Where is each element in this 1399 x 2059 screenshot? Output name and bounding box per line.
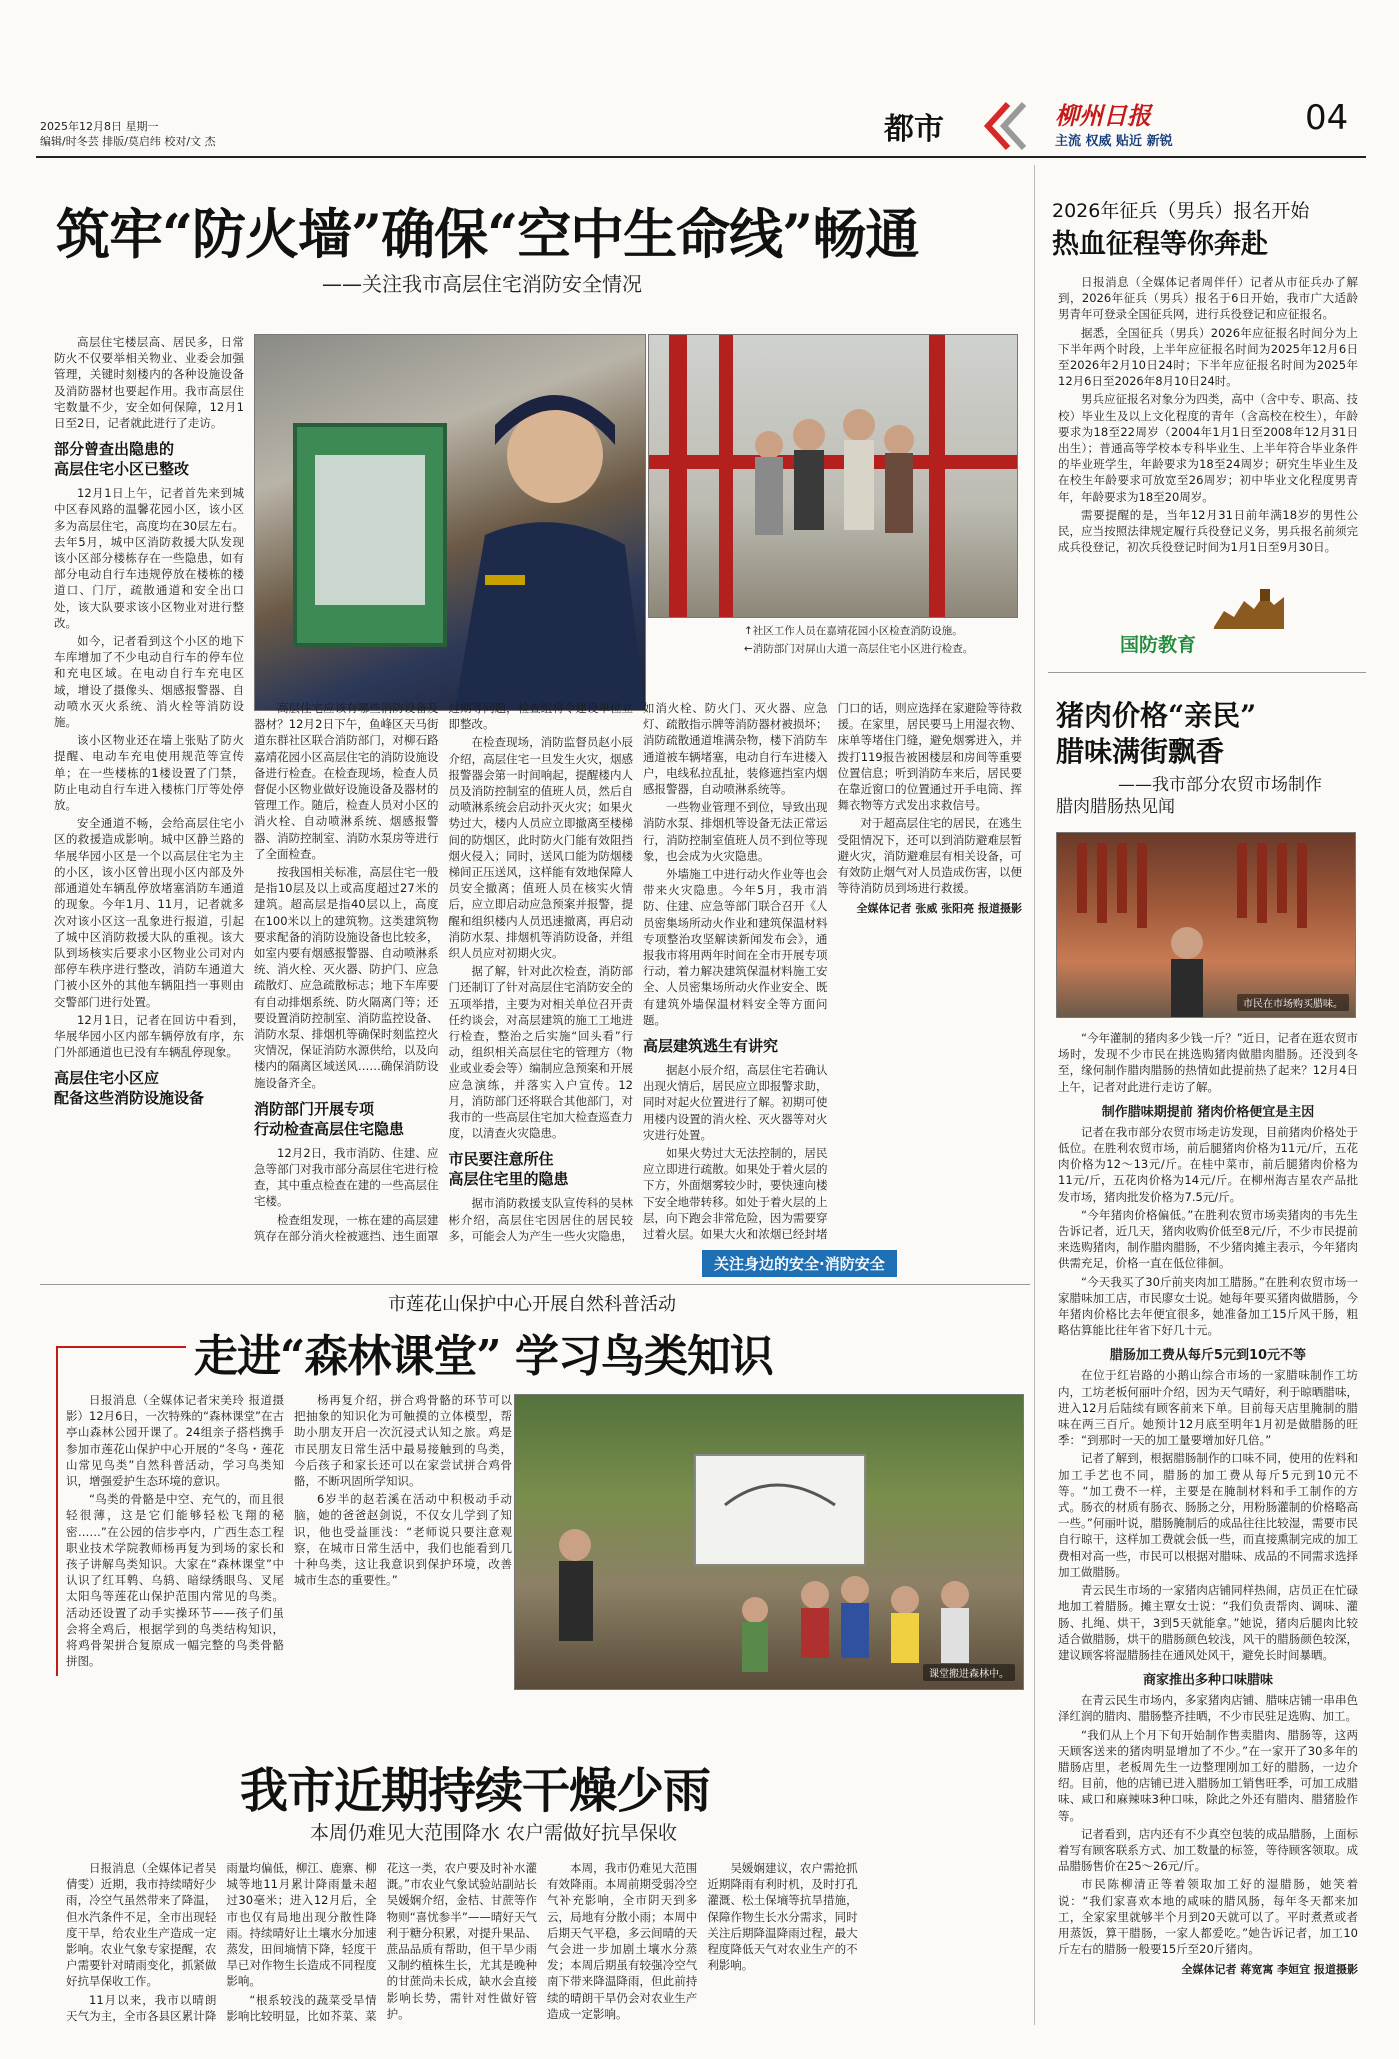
lead-paragraph: 据了解，针对此次检查，消防部门还制订了针对高层住宅消防安全的五项举措，主要为对相关单位召开责任约谈会，对高层建筑的施工工地进行检查，整治之后实施“回头看”行动，组织相关高层住宅的管理方（物业或业委会等）编制应急预案和开展应急演练，并落实入户宣传。12月，消防部门还将联合其他部门，对我市的一些高层住宅加大检查巡查力度，以清查火灾隐患。 — [448, 964, 633, 1141]
lead-paragraph: 安全通道不畅，会给高层住宅小区的救援造成影响。城中区静兰路的华展华园小区是一个以高层住宅为主的小区，该小区曾出现小区内部及外部通道处车辆乱停放堵塞消防车通道的现象。今年1月、11月，记者就多次对该小区这一乱象进行报道，引起了城中区消防救援大队的重视。该大队到场核实后要求小区物业公司对内部停车秩序进行整改，消防车通道大门被小区外的其他车辆阻挡一事则由交警部门进行处置。 — [54, 816, 244, 1009]
weather-headline: 我市近期持续干燥少雨 — [240, 1763, 711, 1819]
photo-cured-meat — [1056, 832, 1356, 1018]
lead-paragraph: 一些物业管理不到位，导致出现消防水泵、排烟机等设备无法正常运行，消防控制室值班人员不到位等现象，也会成为火灾隐患。 — [643, 800, 828, 863]
pork-subhead-1: 制作腊味期提前 猪肉价格便宜是主因 — [1101, 1104, 1315, 1120]
lead-paragraph: 该小区物业还在墙上张贴了防火提醒、电动车充电使用规范等宣传单；在一些楼栋的1楼设置了门禁，防止电动自行车进入楼栋门厅等处停放。 — [54, 733, 244, 813]
lead-subhead-4: 市民要注意所住 高层住宅里的隐患 — [448, 1150, 569, 1189]
pork-paragraph: 记者看到，店内还有不少真空包装的成品腊肠，上面标着写有顾客联系方式、加工数量的标签，等待顾客领取。成品腊肠售价在25～26元/斤。 — [1058, 1826, 1358, 1874]
forest-accent-line — [56, 1346, 186, 1348]
lead-paragraph: 对于超高层住宅的居民，在逃生受阻情况下，还可以到消防避难层暂避火灾，消防避难层有相关设备，可有效防止烟气对人员造成伤害，以便等待消防员到场进行救援。 — [837, 816, 1022, 896]
lead-subheadline: ——关注我市高层住宅消防安全情况 — [322, 272, 642, 296]
pork-paragraph: 在青云民生市场内，多家猪肉店铺、腊味店铺一串串色泽红润的腊肉、腊肠整齐挂晒，不少市民驻足选购、加工。 — [1058, 1693, 1358, 1724]
recruit-body — [1058, 274, 1358, 557]
lead-intro: 高层住宅楼层高、居民多，日常防火不仅要举相关物业、业委会加强管理，关键时刻楼内的各种设施设备及消防器材也要起作用。我市高层住宅数量不少，安全如何保障，12月1日至2日，记者就此进行了走访。 — [54, 335, 244, 431]
weather-paragraph: 11月以来，我市以晴朗天气为主，全市各县区累计降雨量均偏低，柳江、鹿寨、柳城等地11月累计降雨量未超过30毫米；进入12月后，全市也仅有局地出现分散性降雨。持续晴好让土壤水分加速蒸发，田间墒情下降，轻度干旱已对作物生长造成不同程度影响。 — [66, 1861, 377, 2023]
lead-paragraph: 12月2日，我市消防、住建、应急等部门对我市部分高层住宅进行检查，其中重点检查在建的一些高层住宅楼。 — [254, 1145, 439, 1209]
pork-paragraph: 记者在我市部分农贸市场走访发现，目前猪肉价格处于低位。在胜利农贸市场，前后腿猪肉价格为11元/斤，五花肉价格为12～13元/斤。在桂中菜市，前后腿猪肉价格为11元/斤，五花肉价格为14元/斤。在柳州海吉星农产品批发市场，猪肉批发价格为7.5元/斤。 — [1058, 1124, 1358, 1204]
recruit-title-2: 热血征程等你奔赴 — [1052, 229, 1268, 260]
lead-paragraph: 如果火势过大无法控制的，居民应立即进行疏散。如果处于着火层的下方，外面烟雾较少时，要快速向楼下安全地带转移。如处于着火层的上层，向下跑会非常危险，因为需要穿过着火层。如果大火和浓烟已经封堵门口的话，则应选择在家避险等待救援。在家里，居民要马上用湿衣物、床单等堵住门缝，避免烟雾进入，并拨打119报告被困楼层和房间等重要位置信息；听到消防车来后，居民要在靠近窗口的位置通过开手电筒、挥舞衣物等方式发出求救信号。 — [643, 701, 1022, 1242]
lead-paragraph: 12月1日，记者在回访中看到，华展华园小区内部车辆停放有序，东门外部通道也已没有车辆乱停现象。 — [54, 1012, 244, 1060]
safety-banner: 关注身边的安全·消防安全 — [702, 1250, 897, 1277]
weather-paragraph: 本周，我市仍难见大范围有效降雨。本周前期受弱冷空气补充影响，全市阴天到多云，局地有分散小雨；本周中后期天气平稳，多云间晴的天气会进一步加剧土壤水分蒸发；本周后期虽有较强冷空气南下带来降温降雨，但此前持续的晴朗干旱仍会对农业生产造成一定影响。 — [546, 1861, 698, 2021]
pork-byline: 全媒体记者 蒋宽寓 李姮宜 报道摄影 — [1181, 1963, 1358, 1977]
weather-paragraph: 日报消息（全媒体记者吴倩雯）近期，我市持续晴好少雨，冷空气虽然带来了降温，但水汽条件不足，全市出现轻度干旱，给农业生产造成一定影响。农业气象专家提醒，农户需要针对晴雨变化，抓紧做好抗旱保收工作。 — [66, 1861, 217, 1989]
forest-paragraph: “鸟类的骨骼是中空、充气的，而且很轻很薄，这是它们能够轻松飞翔的秘密……”在公园的信步亭内，广西生态工程职业技术学院教师杨再复为到场的家长和孩子讲解鸟类知识。大家在“森林课堂”中认识了红耳鹎、乌鸫、暗绿绣眼鸟、叉尾太阳鸟等莲花山保护范围内常见的鸟类。活动还设置了动手实操环节——孩子们虽会将全鸡后，根据学到的鸟类结构知识，将鸡骨架拼合复原成一幅完整的鸟类骨骼拼图。 — [66, 1492, 284, 1669]
weather-paragraph: “根系较浅的蔬菜受旱情影响比较明显，比如芥菜、菜花这一类，农户要及时补水灌溉。”市农业气象试验站副站长吴媛娴介绍，金桔、甘蔗等作物则“喜忧参半”——晴好天气利于糖分积累，对提升果品、蔗品品质有帮助，但干旱少雨又制约植株生长，尤其是晚种的甘蔗尚未长成，缺水会直接影响长势，需针对性做好管护。 — [226, 1861, 537, 2023]
recruit-paragraph: 需要提醒的是，当年12月31日前年满18岁的男性公民，应当按照法律规定履行兵役登记义务，男兵报名前须完成兵役登记，初次兵役登记时间为1月1日至9月30日。 — [1058, 507, 1358, 555]
lead-body-lower — [254, 700, 1022, 1245]
pork-subtitle-1: ——我市部分农贸市场制作 — [1118, 775, 1322, 795]
forest-photo-caption: 课堂搬进森林中。 — [923, 1664, 1015, 1681]
lead-paragraph: 在检查现场，消防监督员赵小辰介绍，高层住宅一旦发生火灾，烟感报警器会第一时间响起，提醒楼内人员及消防控制室的值班人员，然后自动喷淋系统会启动扑灭火灾；如果火势过大，楼内人员应立即撤离至楼梯间的防烟区，此时防火门能有效阻挡烟火侵入；同时，送风口能为防烟楼梯间正压送风，这样能有效地保障人员安全撤离；值班人员在核实火情后，应立即启动应急预案并报警，提醒和组织楼内人员迅速撤离，再启动消防水泵、排烟机等消防设备，并组织人员应对初期火灾。 — [448, 735, 633, 961]
lead-paragraph: 按我国相关标准，高层住宅一般是指10层及以上或高度超过27米的建筑。超高层是指40层以上，高度在100米以上的建筑物。这类建筑物要求配备的消防设施设备也比较多，如室内要有烟感报警器、自动喷淋系统、消火栓、灭火器、防护门、应急疏散灯、应急疏散标志；地下车库要有自动排烟系统、防火隔离门等；还要设置消防控制室、消防监控设备、消防水泵、排烟机等确保时刻监控火灾情况，保证消防水源供给，以及向楼内的隔离区域送风……确保消防设施设备齐全。 — [254, 865, 439, 1090]
pork-paragraph: “今年猪肉价格偏低。”在胜利农贸市场卖猪肉的韦先生告诉记者，近几天，猪肉收购价低至8元/斤，不少市民提前来选购猪肉，制作腊肉腊肠，不少猪肉摊主表示，今年猪肉供需充足，价格一直在低位徘徊。 — [1058, 1207, 1358, 1271]
newspaper-logo: 柳州日报 — [1055, 101, 1151, 130]
section-rule — [40, 1284, 1030, 1285]
recruit-paragraph: 男兵应征报名对象分为四类，高中（含中专、职高、技校）毕业生及以上文化程度的青年（含高校在校生），年龄要求为18至22周岁（2004年1月1日至2008年12月31日出生）；普通高等学校本专科毕业生、上半年符合毕业条件的毕业班学生，年龄要求为18至24周岁；研究生毕业生及在校生年龄要求可放宽至26周岁；初中毕业文化程度男青年，年龄要求为18至20周岁。 — [1058, 392, 1358, 504]
recruit-paragraph: 日报消息（全媒体记者周伴仟）记者从市征兵办了解到，2026年征兵（男兵）报名于6日开始，我市广大适龄男青年可登录全国征兵网，进行兵役登记和应征报名。 — [1058, 275, 1358, 322]
photo-forest-class — [514, 1394, 1024, 1690]
lead-subhead-3: 消防部门开展专项 行动检查高层住宅隐患 — [254, 1099, 405, 1138]
lead-paragraph: 12月1日上午，记者首先来到城中区春风路的温馨花园小区，该小区多为高层住宅，高度均在30层左右。去年5月，城中区消防救援大队发现该小区部分楼栋存在一些隐患，如有部分电动自行车违规停放在楼栋的楼道口、门厅，疏散通道和安全出口处，该大队要求该小区物业对进行整改。 — [54, 486, 244, 630]
header-date: 2025年12月8日 星期一 — [40, 120, 159, 133]
lead-paragraph: 外墙施工中进行动火作业等也会带来火灾隐患。今年5月，我市消防、住建、应急等部门联合召开《人员密集场所动火作业和建筑保温材料专项整治攻坚解读新闻发布会》，通报我市将用两年时间在全市开展专项行动，着力解决建筑保温材料施工安全、人员密集场所动火作业安全、既有建筑外墙保温材料安全等方面问题。 — [643, 867, 828, 1027]
pork-paragraph: “今年灌制的猪肉多少钱一斤？”近日，记者在逛农贸市场时，发现不少市民在挑选购猪肉做腊肉腊肠。还没到冬至，缘何制作腊肉腊肠的热情如此提前热了起来？12月4日上午，记者对此进行走访了解。 — [1058, 1031, 1358, 1094]
caption-firefighter: ←消防部门对屏山大道一高层住宅小区进行检查。 — [744, 643, 974, 655]
header-editors: 编辑/时冬芸 排版/莫启纬 校对/文 杰 — [40, 135, 216, 148]
pork-paragraph: 市民陈柳清正等着领取加工好的湿腊肠，她笑着说：“我们家喜欢本地的咸味的腊风肠，每年冬天都来加工，全家家里就够半个月到20天就可以了。平时煮煮或者用蒸饭，算干腊肠，一家人都爱吃。”她告诉记者，加工10斤左右的腊肠一般要15斤至20斤猪肉。 — [1058, 1877, 1358, 1957]
weather-paragraph: 吴媛娴建议，农户需抢抓近期降雨有利时机，及时打孔灌溉、松土保墒等抗旱措施，保障作物生长水分需求，同时关注后期降温降雨过程，最大程度降低天气对农业生产的不利影响。 — [707, 1861, 858, 1973]
lead-paragraph: 检查组发现，一栋在建的高层建筑存在部分消火栓被遮挡、违生面罩过期等问题，检查组将令建设单位立即整改。 — [254, 701, 633, 1243]
pork-subhead-3: 商家推出多种口味腊味 — [1142, 1673, 1273, 1689]
right-divider — [1048, 672, 1366, 673]
lead-subhead-5: 高层建筑逃生有讲究 — [643, 1037, 779, 1056]
lead-paragraph: 据市消防救援支队宣传科的吴林彬介绍，高层住宅因居住的居民较多，可能会人为产生一些火灾隐患，如消火栓、防火门、灭火器、应急灯、疏散指示牌等消防器材被损坏；消防疏散通道堆满杂物，楼下消防车通道被车辆堵塞，电动自行车进楼入户，电线私拉乱扯，装修遮挡室内烟感报警器，自动喷淋系统等。 — [448, 701, 828, 1243]
forest-paragraph: 6岁半的赵若溪在活动中积极动手动脑，她的爸爸赵剑说，不仅女儿学到了知识，他也受益匪浅：“老师说只要注意观察，在城市日常生活中，我们也能看到几十种鸟类，这让我意识到保护环境，改善城市生态的重要性。” — [294, 1492, 512, 1588]
pork-subhead-2: 腊肠加工费从每斤5元到10元不等 — [1109, 1348, 1307, 1364]
lead-subhead-1: 部分曾查出隐患的 高层住宅小区已整改 — [54, 440, 190, 479]
forest-accent-line — [56, 1346, 58, 1676]
pork-paragraph: 在位于红岩路的小鹅山综合市场的一家腊味制作工坊内，工坊老板何丽叶介绍，因为天气晴好，利于晾晒腊味，进入12月后陆续有顾客前来下单。目前每天店里腌制的腊味在两三百斤。她预计12月底至明年1月初是做腊肠的旺季：“到那时一天的加工量要增加好几倍。” — [1058, 1368, 1358, 1448]
photo-firefighter-inspection — [254, 334, 646, 711]
forest-paragraph: 杨再复介绍，拼合鸡骨骼的环节可以把抽象的知识化为可触摸的立体模型，帮助小朋友开启一次沉浸式认知之旅。鸡是市民朋友日常生活中最易接触到的鸟类，今后孩子和家长还可以在家尝试拼合鸡骨骼，不断巩固所学知识。 — [294, 1393, 512, 1489]
pork-title-2: 腊味满街飘香 — [1056, 735, 1225, 768]
forest-headline: 走进“森林课堂” 学习鸟类知识 — [194, 1331, 773, 1382]
recruit-title-1: 2026年征兵（男兵）报名开始 — [1052, 200, 1310, 222]
lead-paragraph: 据赵小辰介绍，高层住宅若确认出现火情后，居民应立即报警求助，同时对起火位置进行了解。初期可使用楼内设置的消火栓、灭火器等对火灾进行处置。 — [643, 1063, 828, 1142]
pork-paragraph: “我们从上个月下旬开始制作售卖腊肉、腊肠等，这两天顾客送来的猪肉明显增加了不少。”在一家开了30多年的腊肠店里，老板周先生一边整理刚加工好的腊肠，一边介绍。目前，他的店铺已进入腊肠加工销售旺季，可加工成腊味、咸口和麻辣味3种口味，除此之外还有腊肉、腊猪脸作等。 — [1058, 1727, 1358, 1823]
pork-body — [1058, 1030, 1358, 2025]
weather-body — [66, 1860, 1018, 2028]
pork-paragraph: 青云民生市场的一家猪肉店铺同样热闹，店员正在忙碌地加工着腊肠。摊主覃女士说：“我们负责帮肉、调味、灌肠、扎绳、烘干，3到5天就能拿。”她说，猪肉后腿肉比较适合做腊肠，烘干的腊肠颜色较浅，风干的腊肠颜色较深，建议顾客将湿腊肠挂在通风处风干，避免长时间暴晒。 — [1058, 1583, 1358, 1662]
header-rule — [36, 156, 1366, 158]
lead-subhead-2: 高层住宅小区应 配备这些消防设施设备 — [54, 1069, 205, 1108]
pork-title-1: 猪肉价格“亲民” — [1056, 699, 1257, 732]
lead-paragraph: 如今，记者看到这个小区的地下车库增加了不少电动自行车的停车位和充电区域。在电动自行车充电区域，增设了摄像头、烟感报警器、自动喷水灭火系统、消火栓等消防设施。 — [54, 634, 244, 730]
recruit-paragraph: 据悉，全国征兵（男兵）2026年应征报名时间分为上下半年两个时段，上半年应征报名时间为2025年12月6日至2026年2月10日24时；下半年应征报名时间为2025年12月6日至2026年8月10日24时。 — [1058, 325, 1358, 389]
caption-community-check: ↑社区工作人员在嘉靖花园小区检查消防设施。 — [744, 625, 963, 637]
section-name: 都市 — [884, 112, 944, 147]
lead-byline: 全媒体记者 张威 张阳亮 报道摄影 — [856, 902, 1022, 916]
photo-community-check — [648, 334, 1018, 618]
column-divider — [1034, 165, 1035, 2025]
pork-paragraph: “今天我买了30斤前夹肉加工腊肠。”在胜利农贸市场一家腊味加工店，市民廖女士说。她每年要买猪肉做腊肠，今年猪肉价格比去年便宜很多，她准备加工15斤风干肠，粗略估算能比往年省下好几十元。 — [1058, 1274, 1358, 1338]
pork-subtitle-2: 腊肉腊肠热见闻 — [1056, 797, 1175, 817]
page-number: 04 — [1305, 98, 1349, 138]
forest-kicker: 市莲花山保护中心开展自然科普活动 — [388, 1294, 676, 1315]
weather-subheadline: 本周仍难见大范围降水 农户需做好抗旱保收 — [310, 1822, 678, 1844]
defense-education-badge: 国防教育 — [1120, 634, 1197, 656]
chevron-icon — [978, 100, 1028, 152]
forest-body — [66, 1392, 512, 1682]
lead-paragraph: 高层住宅应该有哪些消防设备及器材？12月2日下午，鱼峰区天马街道东群社区联合消防部门，对柳石路嘉靖花园小区高层住宅的消防设施设备进行检查。在检查现场，检查人员督促小区物业做好设施设备及器材的管理工作。随后，检查人员对小区的消火栓、自动喷淋系统、烟感报警器、消防控制室、消防水泵房等进行了全面检查。 — [254, 701, 439, 861]
newspaper-slogan: 主流 权威 贴近 新锐 — [1055, 134, 1173, 149]
pork-paragraph: 记者了解到，根据腊肠制作的口味不同，使用的佐料和加工手艺也不同，腊肠的加工费从每斤5元到10元不等。“加工费不一样，主要是在腌制材料和手工制作的方式。肠衣的材质有肠衣、肠肠之分，用粉肠灌制的价格略高一些。”何丽叶说，腊肠腌制后的成品往往比较湿，需要市民自行晾干，这样加工费就会低一些，而直接熏制完成的加工费相对高一些，市民可以根据对腊味、成品的不同需求选择加工做腊肠。 — [1058, 1451, 1358, 1579]
lead-headline: 筑牢“防火墙”确保“空中生命线”畅通 — [56, 202, 919, 266]
great-wall-icon — [1214, 587, 1284, 629]
forest-paragraph: 日报消息（全媒体记者宋美玲 报道摄影）12月6日，一次特殊的“森林课堂”在古亭山森林公园开课了。24组亲子搭档携手参加市莲花山保护中心开展的“冬鸟・莲花山常见鸟类”自然科普活动，学习鸟类知识，增强爱护生态环境的意识。 — [66, 1393, 284, 1489]
pork-photo-caption: 市民在市场购买腊味。 — [1237, 994, 1349, 1011]
